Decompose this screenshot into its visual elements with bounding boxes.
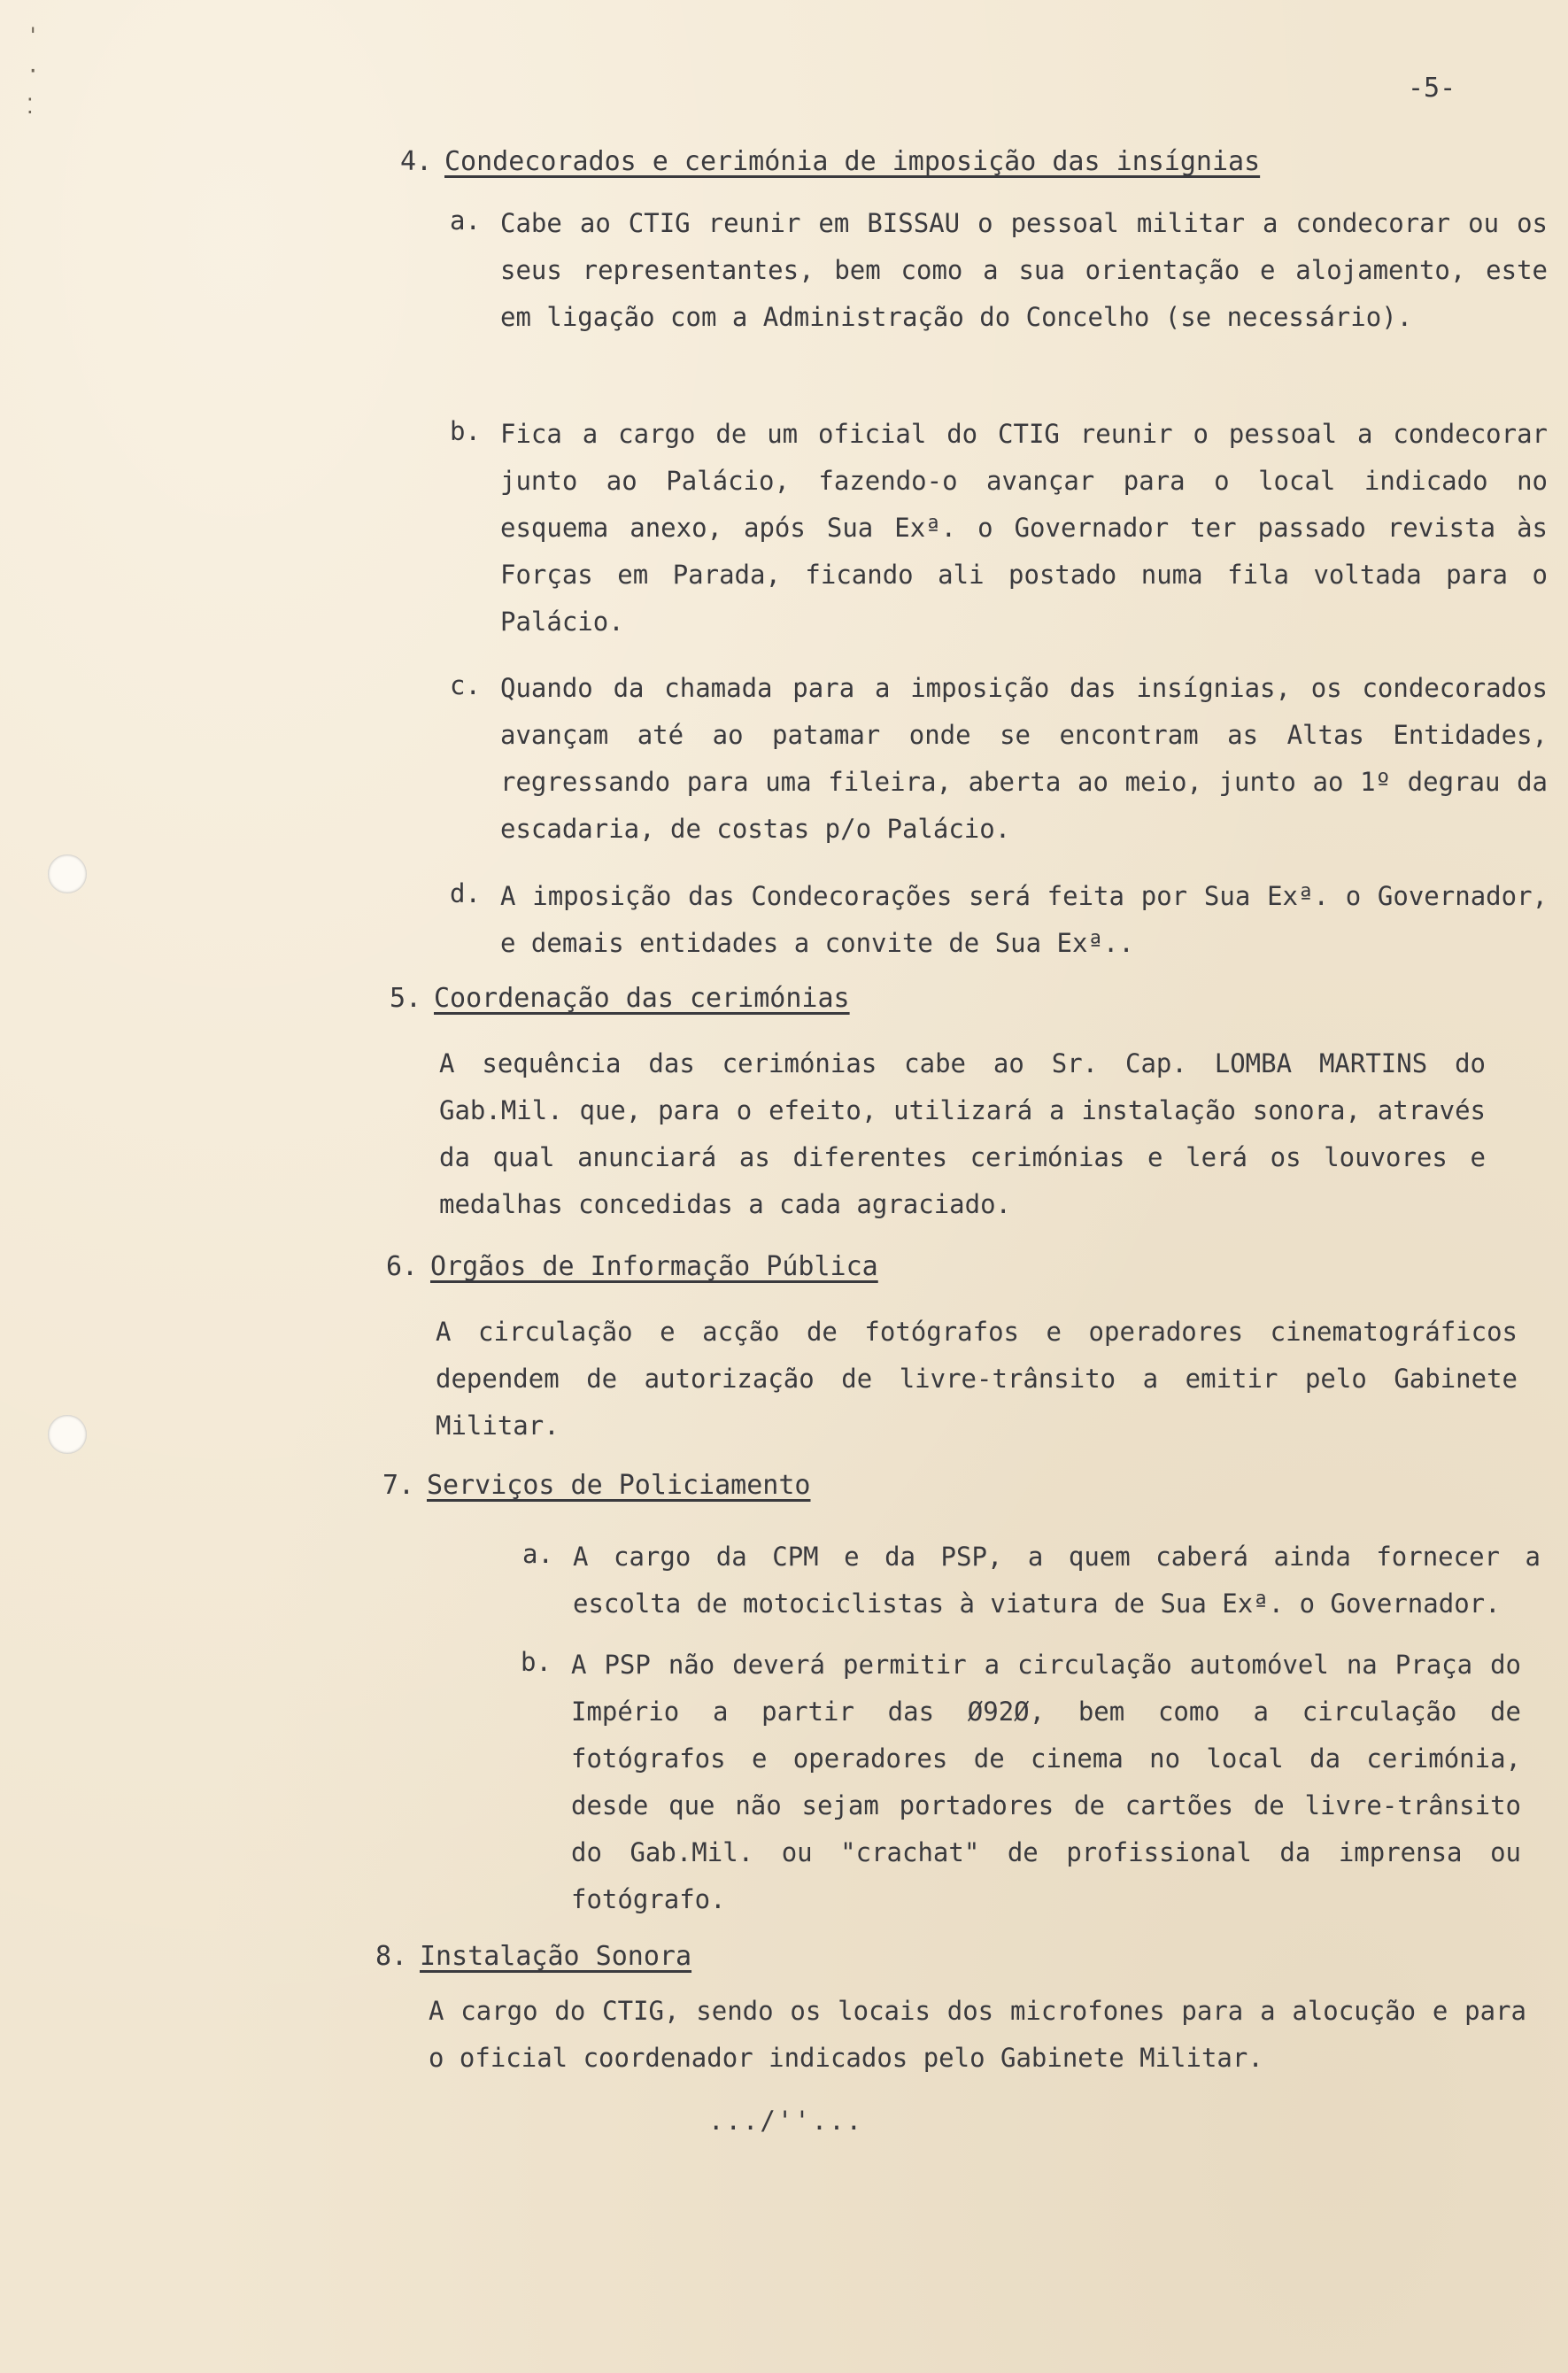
margin-specks: ' · ⁚ xyxy=(27,23,40,119)
section-title: Serviços de Policiamento xyxy=(427,1470,811,1501)
item-text: A imposição das Condecorações será feita por Sua Exª. o Governador, e demais entidades a convite de Sua Exª.. xyxy=(500,881,1548,958)
item-label: c. xyxy=(450,670,481,700)
section-title: Condecorados e cerimónia de imposição das insígnias xyxy=(444,146,1261,177)
section-5-text: A sequência das cerimónias cabe ao Sr. Cap. LOMBA MARTINS do Gab.Mil. que, para o efeito, utilizará a instalação sonora, através da qual anunciará as diferentes cerimónias e lerá os louvores e medalhas concedidas a cada agraciado. xyxy=(439,1048,1486,1219)
section-number: 4. xyxy=(400,146,433,177)
item-label: a. xyxy=(522,1539,553,1569)
continuation-mark: .../''... xyxy=(708,2106,864,2136)
section-4-item-d xyxy=(450,878,1548,967)
section-4-item-a xyxy=(450,205,1548,341)
item-label: d. xyxy=(450,878,481,908)
section-4-item-b xyxy=(450,416,1548,645)
section-number: 8. xyxy=(375,1941,408,1972)
section-8-heading xyxy=(375,1941,691,1972)
section-6-heading xyxy=(386,1251,878,1282)
section-6-text: A circulação e acção de fotógrafos e operadores cinematográficos dependem de autorização de livre-trânsito a emitir pelo Gabinete Militar. xyxy=(436,1317,1518,1441)
item-text: A cargo da CPM e da PSP, a quem caberá ainda fornecer a escolta de motociclistas à viatura de Sua Exª. o Governador. xyxy=(573,1542,1541,1619)
section-7-item-a xyxy=(522,1539,1541,1627)
item-text: Fica a cargo de um oficial do CTIG reunir o pessoal a condecorar junto ao Palácio, fazendo-o avançar para o local indicado no esquema anexo, após Sua Exª. o Governador ter passado revista às Forças em Parada, ficando ali postado numa fila voltada para o Palácio. xyxy=(500,419,1548,637)
item-text: Quando da chamada para a imposição das insígnias, os condecorados avançam até ao patamar onde se encontram as Altas Entidades, regressando para uma fileira, aberta ao meio, junto ao 1º degrau da escadaria, de costas p/o Palácio. xyxy=(500,673,1548,844)
section-5-heading xyxy=(390,983,850,1014)
section-number: 7. xyxy=(382,1470,415,1501)
punch-hole-upper xyxy=(48,854,87,893)
section-title: Orgãos de Informação Pública xyxy=(430,1251,878,1282)
item-label: a. xyxy=(450,205,481,236)
section-number: 6. xyxy=(386,1251,419,1282)
section-7-item-b xyxy=(521,1647,1521,1923)
section-7-heading xyxy=(382,1470,810,1501)
page-number: -5- xyxy=(1408,73,1456,104)
section-4-heading xyxy=(400,146,1260,177)
section-number: 5. xyxy=(390,983,422,1014)
item-text: A PSP não deverá permitir a circulação automóvel na Praça do Império a partir das Ø92Ø, bem como a circulação de fotógrafos e operadores de cinema no local da cerimónia, desde que não sejam portadores de cartões de livre-trânsito do Gab.Mil. ou "crachat" de profissional da imprensa ou fotógrafo. xyxy=(571,1650,1521,1914)
section-title: Coordenação das cerimónias xyxy=(434,983,850,1014)
item-label: b. xyxy=(521,1647,552,1677)
section-4-item-c xyxy=(450,670,1548,853)
punch-hole-lower xyxy=(48,1415,87,1454)
section-title: Instalação Sonora xyxy=(420,1941,692,1972)
item-text: Cabe ao CTIG reunir em BISSAU o pessoal militar a condecorar ou os seus representantes, bem como a sua orientação e alojamento, este em ligação com a Administração do Concelho (se necessário). xyxy=(500,208,1548,332)
section-8-text: A cargo do CTIG, sendo os locais dos microfones para a alocução e para o oficial coordenador indicados pelo Gabinete Militar. xyxy=(429,1996,1526,2073)
item-label: b. xyxy=(450,416,481,446)
